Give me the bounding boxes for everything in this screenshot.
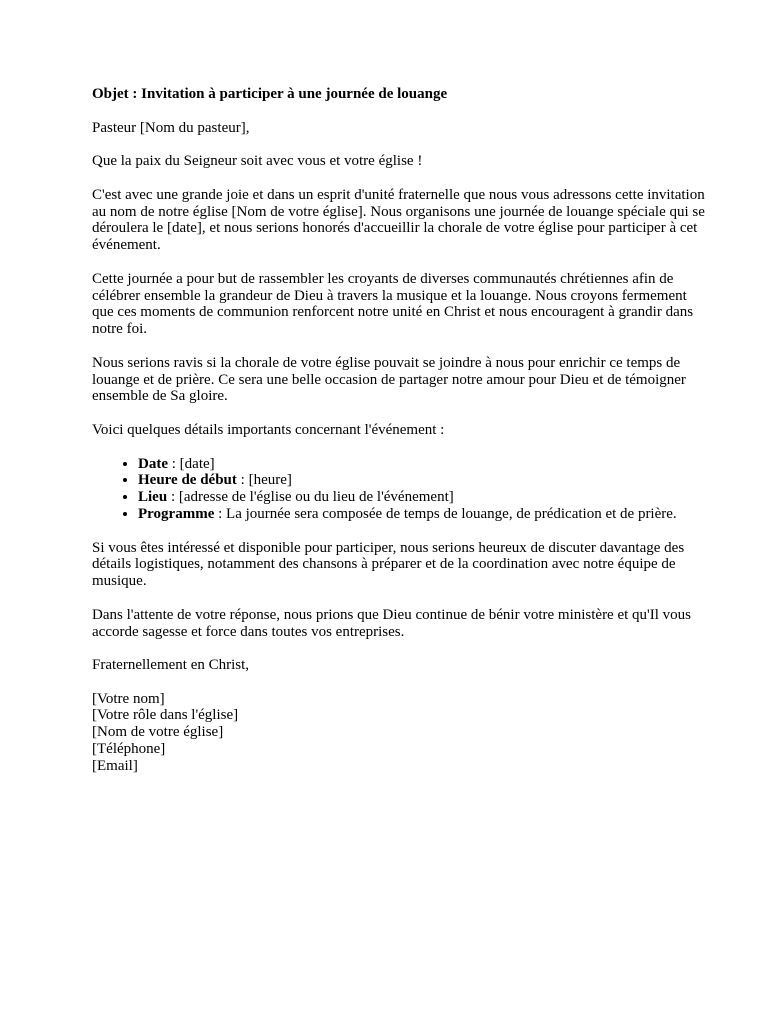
letter-paragraph-invitation: C'est avec une grande joie et dans un esprit d'unité fraternelle que nous vous adressons cette invitation au nom de notre église [Nom de votre église]. Nous organisons une journée de louange spéciale qui se déroulera le [date], et nous serions honorés d'accueillir la chorale de votre église pour participer à cet événement. [92, 186, 705, 254]
letter-salutation: Pasteur [Nom du pasteur], [92, 119, 250, 136]
detail-value: : [date] [168, 455, 215, 472]
signature-name: [Votre nom] [92, 690, 165, 707]
detail-value: : [adresse de l'église ou du lieu de l'événement] [167, 489, 454, 506]
list-item [138, 506, 708, 523]
detail-label: Heure de début [138, 472, 237, 489]
event-details-list [92, 456, 708, 523]
detail-label: Programme [138, 505, 215, 522]
signature-church: [Nom de votre église] [92, 724, 224, 741]
list-item [138, 489, 708, 506]
signature-phone: [Téléphone] [92, 741, 166, 758]
list-item [138, 472, 708, 489]
detail-value: : La journée sera composée de temps de louange, de prédication et de prière. [214, 505, 677, 522]
letter-paragraph-prayer: Dans l'attente de votre réponse, nous prions que Dieu continue de bénir votre ministère et qu'Il vous accorde sagesse et force dans toutes vos entreprises. [92, 606, 691, 640]
detail-label: Lieu [138, 489, 168, 506]
letter-paragraph-logistics: Si vous êtes intéressé et disponible pour participer, nous serions heureux de discuter davantage des détails logistiques, notamment des chansons à préparer et de la coordination avec notre équipe de musique. [92, 539, 685, 590]
detail-value: : [heure] [236, 472, 292, 489]
letter-subject: Objet : Invitation à participer à une journée de louange [92, 86, 448, 102]
detail-label: Date [138, 455, 168, 472]
signature-role: [Votre rôle dans l'église] [92, 707, 239, 724]
signature-block [92, 691, 708, 775]
details-intro: Voici quelques détails importants concernant l'événement : [92, 421, 445, 438]
letter-closing: Fraternellement en Christ, [92, 657, 250, 674]
letter-blessing: Que la paix du Seigneur soit avec vous et votre église ! [92, 153, 423, 170]
letter-paragraph-purpose: Cette journée a pour but de rassembler les croyants de diverses communautés chrétiennes afin de célébrer ensemble la grandeur de Dieu à travers la musique et la louange. Nous croyons fermement que ces moments de communion renforcent notre unité en Christ et nous encouragent à grandir dans notre foi. [92, 270, 694, 338]
signature-email: [Email] [92, 757, 138, 774]
list-item [138, 456, 708, 473]
letter-paragraph-choir: Nous serions ravis si la chorale de votre église pouvait se joindre à nous pour enrichir ce temps de louange et de prière. Ce sera une belle occasion de partager notre amour pour Dieu et de témoigner ensemble de Sa gloire. [92, 354, 686, 405]
